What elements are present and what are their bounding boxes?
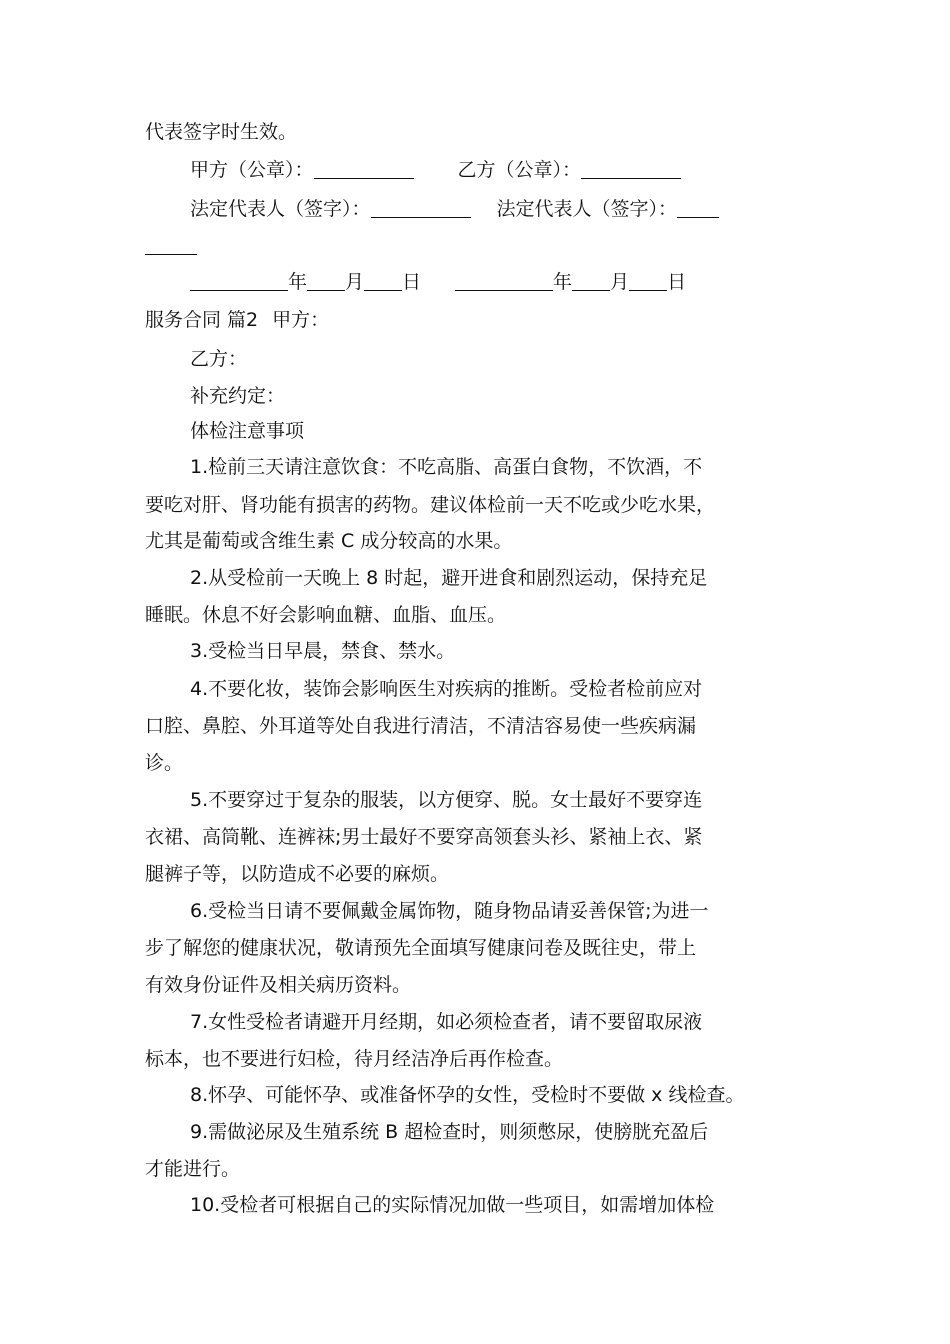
notes-title-text: 体检注意事项	[190, 420, 305, 442]
supplement-line	[190, 378, 285, 414]
date-b-day-label: 日	[667, 271, 687, 293]
party-b-seal-label: 乙方（公章）：	[457, 159, 582, 181]
date-b-day-blank	[629, 268, 667, 291]
note-line-text: 6.受检当日请不要佩戴金属饰物，随身物品请妥善保管;为进一	[190, 900, 709, 922]
note-line	[145, 708, 696, 744]
date-a-month-blank	[307, 268, 345, 291]
date-b-month-blank	[572, 268, 610, 291]
note-line-text: 有效身份证件及相关病历资料。	[145, 974, 412, 996]
date-line	[190, 264, 686, 300]
note-line-text: 尤其是葡萄或含维生素 C 成分较高的水果。	[145, 530, 513, 552]
note-line-text: 睡眠。休息不好会影响血糖、血脂、血压。	[145, 604, 507, 626]
note-line-text: 衣裙、高筒靴、连裤袜;男士最好不要穿高领套头衫、紧袖上衣、紧	[145, 826, 703, 848]
note-line	[145, 523, 512, 559]
date-a-year-label: 年	[288, 271, 308, 293]
note-line	[190, 1114, 708, 1150]
party-b-line	[190, 341, 247, 377]
party-a-seal-label: 甲方（公章）：	[190, 159, 314, 181]
section2-title: 服务合同 篇2	[145, 309, 259, 331]
party-b-label: 乙方：	[190, 348, 248, 370]
note-line-text: 诊。	[145, 752, 184, 774]
note-line-text: 5.不要穿过于复杂的服装，以方便穿、脱。女士最好不要穿连	[190, 789, 703, 811]
note-line-text: 10.受检者可根据自己的实际情况加做一些项目，如需增加体检	[190, 1194, 715, 1216]
note-line	[190, 1187, 714, 1223]
date-a-year-blank	[190, 268, 288, 291]
note-line-text: 步了解您的健康状况，敬请预先全面填写健康问卷及既往史，带上	[145, 937, 697, 959]
date-b-month-label: 月	[610, 271, 630, 293]
note-line	[145, 597, 506, 633]
note-line	[145, 1151, 240, 1187]
note-line-text: 2.从受检前一天晚上 8 时起，避开进食和剧烈运动，保持充足	[190, 567, 708, 589]
date-a-day-label: 日	[402, 271, 422, 293]
legal-rep-line	[190, 191, 719, 227]
note-line	[145, 745, 183, 781]
notes-title	[190, 413, 304, 449]
note-line	[145, 856, 449, 892]
effect-clause	[145, 114, 297, 150]
legal-rep-a-label: 法定代表人（签字）：	[190, 198, 371, 220]
note-line	[190, 633, 455, 669]
note-line	[145, 930, 696, 966]
note-line	[190, 1004, 702, 1040]
note-line-text: 标本，也不要进行妇检，待月经洁净后再作检查。	[145, 1048, 564, 1070]
date-a-day-blank	[364, 268, 402, 291]
note-line-text: 9.需做泌尿及生殖系统 B 超检查时，则须憋尿，使膀胱充盈后	[190, 1121, 709, 1143]
party-a-seal-blank	[314, 156, 414, 179]
note-line-text: 才能进行。	[145, 1158, 241, 1180]
effect-clause-text: 代表签字时生效。	[145, 121, 298, 143]
note-line-text: 8.怀孕、可能怀孕、或准备怀孕的女性，受检时不要做 x 线检查。	[190, 1084, 745, 1106]
date-a-month-label: 月	[345, 271, 365, 293]
note-line	[190, 893, 709, 929]
section2-party-a: 甲方：	[272, 309, 330, 331]
legal-rep-a-blank	[371, 195, 471, 218]
note-line-text: 4.不要化妆，装饰会影响医生对疾病的推断。受检者检前应对	[190, 678, 703, 700]
note-line-text: 口腔、鼻腔、外耳道等处自我进行清洁，不清洁容易使一些疾病漏	[145, 715, 697, 737]
legal-rep-blank-continued	[145, 228, 197, 264]
section2-heading	[145, 302, 329, 338]
legal-rep-b-blank	[677, 195, 719, 218]
seal-line	[190, 152, 681, 188]
supplement-label: 补充约定：	[190, 385, 286, 407]
note-line-text: 1.检前三天请注意饮食：不吃高脂、高蛋白食物，不饮酒，不	[190, 456, 703, 478]
note-line-text: 7.女性受检者请避开月经期，如必须检查者，请不要留取尿液	[190, 1011, 703, 1033]
note-line	[190, 449, 702, 485]
note-line	[190, 782, 702, 818]
party-b-seal-blank	[581, 156, 681, 179]
note-line	[190, 671, 702, 707]
note-line	[145, 487, 715, 523]
date-b-year-blank	[455, 268, 553, 291]
note-line-text: 腿裤子等，以防造成不必要的麻烦。	[145, 863, 450, 885]
note-line	[190, 560, 707, 596]
note-line	[190, 1077, 744, 1113]
note-line-text: 3.受检当日早晨，禁食、禁水。	[190, 640, 456, 662]
legal-rep-b-blank-wrap	[145, 232, 197, 255]
date-b-year-label: 年	[553, 271, 573, 293]
note-line	[145, 967, 411, 1003]
note-line-text: 要吃对肝、肾功能有损害的药物。建议体检前一天不吃或少吃水果，	[145, 494, 716, 516]
note-line	[145, 819, 702, 855]
legal-rep-b-label: 法定代表人（签字）：	[496, 198, 678, 220]
note-line	[145, 1041, 563, 1077]
